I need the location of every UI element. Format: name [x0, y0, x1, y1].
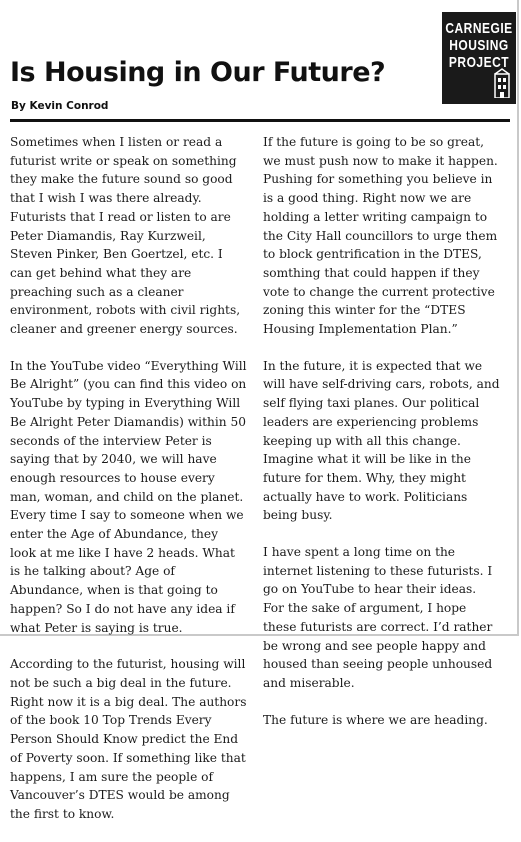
- article-column-left: [10, 133, 247, 842]
- paragraph: I have spent a long time on the internet listening to these futurists. I go on YouTube to hear their ideas. For the sake of argument, I hope these futurists are correct. I’d rather be wrong and see people happy and housed than seeing people unhoused and miserable.: [263, 545, 493, 690]
- paragraph: The future is where we are heading.: [263, 712, 488, 727]
- paragraph: Sometimes when I listen or read a futurist write or speak on something they make the future sound so good that I wish I was there already. Futurists that I read or listen to are Peter Diamandis, Ray Kurzweil, Steven Pinker, Ben Goertzel, etc. I can get behind what they are preaching such as a cleaner environment, robots with civil rights, cleaner and greener energy sources.: [10, 135, 241, 337]
- logo-line-3: PROJECT: [448, 53, 510, 71]
- paragraph: In the YouTube video “Everything Will Be Alright” (you can find this video on YouTube by typing in Everything Will Be Alright Peter Diamandis) within 50 seconds of the interview Peter is saying that by 2040, we will have enough resources to house every man, woman, and child on the planet. Every time I say to someone when we enter the Age of Abundance, they look at me like I have 2 heads. What is he talking about? Age of Abundance, when is that going to happen? So I do not have any idea if what Peter is saying is true.: [10, 358, 247, 635]
- article-title: Is Housing in Our Future?: [10, 57, 386, 88]
- paragraph: According to the futurist, housing will not be such a big deal in the future. Right now it is a big deal. The authors of the book 10 Top Trends Every Person Should Know predict the End of Poverty soon. If something like that happens, I am sure the people of Vancouver’s DTES would be among the first to know.: [10, 657, 247, 821]
- title-divider: [10, 119, 510, 122]
- carnegie-housing-project-logo: [442, 12, 516, 104]
- article-column-right: [263, 133, 500, 747]
- paragraph: In the future, it is expected that we will have self-driving cars, robots, and self flying taxi planes. Our political leaders are experiencing problems keeping up with all this change. Imagine what it will be like in the future for them. Why, they might actually have to work. Politicians being busy.: [263, 358, 500, 523]
- article-byline: By Kevin Conrod: [11, 100, 109, 112]
- logo-line-1: CARNEGIE: [445, 19, 513, 37]
- building-icon: [494, 68, 510, 98]
- paragraph: If the future is going to be so great, we must push now to make it happen. Pushing for something you believe in is a good thing. Right now we are holding a letter writing campaign to the City Hall councillors to urge them to block gentrification in the DTES, somthing that could happen if they vote to change the current protective zoning this winter for the “DTES Housing Implementation Plan.”: [263, 135, 498, 337]
- logo-line-2: HOUSING: [449, 36, 509, 54]
